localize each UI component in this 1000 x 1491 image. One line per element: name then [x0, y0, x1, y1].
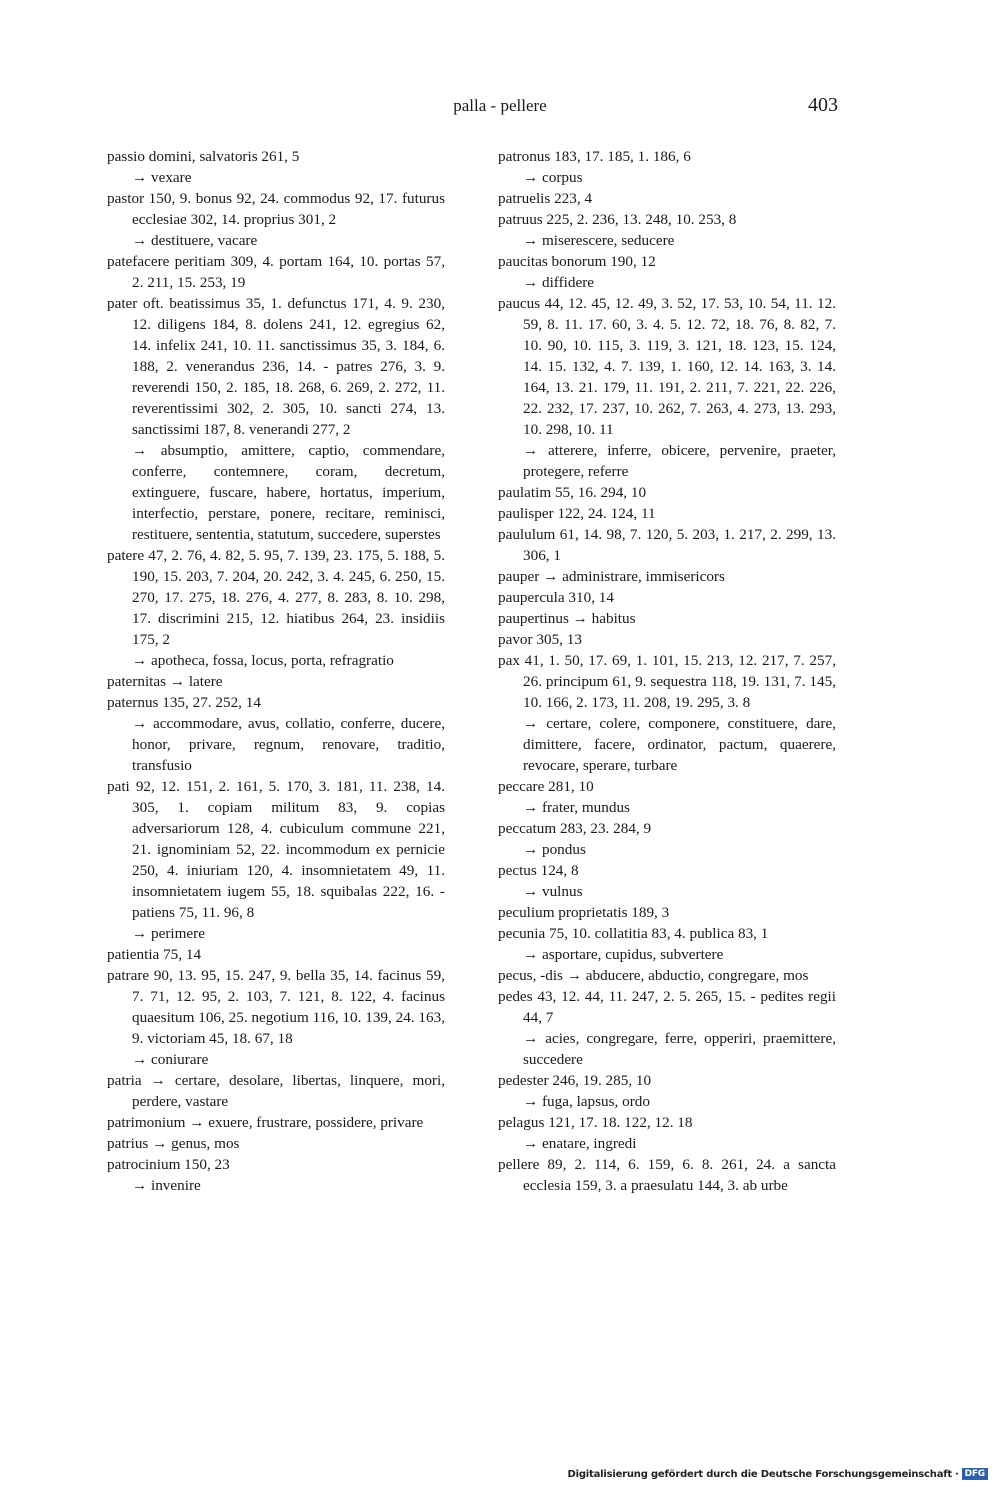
cross-reference: → asportare, cupidus, subvertere: [523, 946, 724, 963]
index-entry: paucitas bonorum 190, 12: [498, 253, 656, 270]
cross-reference: → diffidere: [523, 274, 594, 291]
cross-reference: → destituere, vacare: [132, 232, 258, 249]
index-entry: patria → certare, desolare, libertas, linquere, mori, perdere, vastare: [107, 1072, 445, 1110]
cross-reference: → miserescere, seducere: [523, 232, 675, 249]
index-entry: pater oft. beatissimus 35, 1. defunctus 171, 4. 9. 230, 12. diligens 184, 8. dolens 241, 12. egregius 62, 14. infelix 241, 10. 11. sanctissimus 35, 3. 184, 6. 188, 2. venerandus 236, 14. - patres 276, 3. 9. reverendi 150, 2. 185, 18. 268, 6. 269, 2. 272, 11. reverentissimi 302, 2. 305, 10. sancti 274, 13. sanctissimi 187, 8. venerandi 277, 2: [107, 295, 445, 438]
index-entry: patruus 225, 2. 236, 13. 248, 10. 253, 8: [498, 211, 737, 228]
index-entry: patrocinium 150, 23: [107, 1156, 230, 1173]
cross-reference: → accommodare, avus, collatio, conferre, ducere, honor, privare, regnum, renovare, traditio, transfusio: [132, 715, 445, 774]
funding-credit-text: Digitalisierung gefördert durch die Deutsche Forschungsgemeinschaft: [567, 1468, 952, 1480]
index-column-right: [498, 146, 836, 1196]
cross-reference: → fuga, lapsus, ordo: [523, 1093, 650, 1110]
cross-reference: → certare, colere, componere, constituere, dare, dimittere, facere, ordinator, pactum, quaerere, revocare, sperare, turbare: [523, 715, 836, 774]
cross-reference: → pondus: [523, 841, 586, 858]
funding-credit: Digitalisierung gefördert durch die Deutsche Forschungsgemeinschaft · DFG: [568, 1468, 989, 1480]
index-entry: peculium proprietatis 189, 3: [498, 904, 670, 921]
index-entry: peccare 281, 10: [498, 778, 594, 795]
index-entry: pati 92, 12. 151, 2. 161, 5. 170, 3. 181, 11. 238, 14. 305, 1. copiam militum 83, 9. copias adversariorum 128, 4. cubiculum commune 221, 21. ignominiam 52, 22. incommodum ex pernicie 250, 4. iniuriam 120, 4. insomnietatem 49, 11. insomnietatem iugem 55, 18. squibalas 222, 16. - patiens 75, 11. 96, 8: [107, 778, 445, 921]
running-head: palla - pellere: [453, 96, 547, 115]
dfg-logo: DFG: [962, 1468, 988, 1480]
index-entry: pectus 124, 8: [498, 862, 579, 879]
index-entry: patrimonium → exuere, frustrare, possidere, privare: [107, 1114, 424, 1131]
index-entry: patere 47, 2. 76, 4. 82, 5. 95, 7. 139, 23. 175, 5. 188, 5. 190, 15. 203, 7. 204, 20. 242, 3. 4. 245, 6. 250, 15. 270, 17. 275, 18. 276, 4. 277, 8. 283, 8. 10. 298, 17. discrimini 215, 12. hiatibus 264, 23. insidiis 175, 2: [107, 547, 445, 648]
index-entry: patrare 90, 13. 95, 15. 247, 9. bella 35, 14. facinus 59, 7. 71, 12. 95, 2. 103, 7. 121, 8. 122, 4. facinus quaesitum 106, 25. negotium 116, 10. 139, 24. 163, 9. victoriam 45, 18. 67, 18: [107, 967, 445, 1047]
index-entry: paternitas → latere: [107, 673, 223, 690]
index-entry: pavor 305, 13: [498, 631, 582, 648]
index-entry: patruelis 223, 4: [498, 190, 593, 207]
cross-reference: → frater, mundus: [523, 799, 630, 816]
cross-reference: → acies, congregare, ferre, opperiri, praemittere, succedere: [523, 1030, 836, 1068]
index-entry: paucus 44, 12. 45, 12. 49, 3. 52, 17. 53, 10. 54, 11. 12. 59, 8. 11. 17. 60, 3. 4. 5. 12. 72, 18. 76, 8. 82, 7. 10. 90, 10. 115, 3. 119, 3. 121, 18. 123, 15. 124, 14. 15. 132, 4. 7. 139, 1. 160, 12. 14. 163, 3. 14. 164, 13. 21. 179, 11. 191, 2. 211, 7. 221, 22. 226, 22. 232, 17. 237, 10. 262, 7. 263, 4. 273, 13. 293, 10. 298, 10. 11: [498, 295, 836, 438]
index-entry: pelagus 121, 17. 18. 122, 12. 18: [498, 1114, 693, 1131]
index-entry: patrius → genus, mos: [107, 1135, 240, 1152]
index-entry: passio domini, salvatoris 261, 5: [107, 148, 300, 165]
index-entry: paulatim 55, 16. 294, 10: [498, 484, 647, 501]
index-entry: paupertinus → habitus: [498, 610, 636, 627]
cross-reference: → atterere, inferre, obicere, pervenire, praeter, protegere, referre: [523, 442, 836, 480]
index-entry: pastor 150, 9. bonus 92, 24. commodus 92, 17. futurus ecclesiae 302, 14. proprius 301, 2: [107, 190, 445, 228]
cross-reference: → vexare: [132, 169, 192, 186]
index-entry: patientia 75, 14: [107, 946, 202, 963]
index-entry: patronus 183, 17. 185, 1. 186, 6: [498, 148, 691, 165]
cross-reference: → corpus: [523, 169, 583, 186]
index-entry: peccatum 283, 23. 284, 9: [498, 820, 652, 837]
cross-reference: → coniurare: [132, 1051, 209, 1068]
index-entry: pauper → administrare, immisericors: [498, 568, 725, 585]
cross-reference: → perimere: [132, 925, 205, 942]
index-column-left: [107, 146, 445, 1196]
index-entry: pedester 246, 19. 285, 10: [498, 1072, 652, 1089]
page-number: 403: [808, 94, 838, 116]
index-entry: pax 41, 1. 50, 17. 69, 1. 101, 15. 213, 12. 217, 7. 257, 26. principum 61, 9. sequestra 118, 19. 131, 7. 145, 10. 166, 2. 173, 11. 208, 19. 295, 3. 8: [498, 652, 836, 711]
cross-reference: → enatare, ingredi: [523, 1135, 637, 1152]
index-entry: paulisper 122, 24. 124, 11: [498, 505, 656, 522]
index-entry: pellere 89, 2. 114, 6. 159, 6. 8. 261, 24. a sancta ecclesia 159, 3. a praesulatu 144, 3. ab urbe: [498, 1156, 836, 1194]
cross-reference: → vulnus: [523, 883, 583, 900]
index-entry: paupercula 310, 14: [498, 589, 614, 606]
index-entry: pedes 43, 12. 44, 11. 247, 2. 5. 265, 15. - pedites regii 44, 7: [498, 988, 836, 1026]
index-entry: paululum 61, 14. 98, 7. 120, 5. 203, 1. 217, 2. 299, 13. 306, 1: [498, 526, 836, 564]
cross-reference: → absumptio, amittere, captio, commendare, conferre, contemnere, coram, decretum, extinguere, fuscare, habere, hortatus, imperium, interfectio, perstare, ponere, recitare, reminisci, restituere, sententia, statutum, succedere, superstes: [132, 442, 445, 543]
cross-reference: → invenire: [132, 1177, 201, 1194]
index-entry: pecus, -dis → abducere, abductio, congregare, mos: [498, 967, 809, 984]
index-entry: patefacere peritiam 309, 4. portam 164, 10. portas 57, 2. 211, 15. 253, 19: [107, 253, 445, 291]
cross-reference: → apotheca, fossa, locus, porta, refragratio: [132, 652, 394, 669]
index-entry: paternus 135, 27. 252, 14: [107, 694, 261, 711]
index-entry: pecunia 75, 10. collatitia 83, 4. publica 83, 1: [498, 925, 769, 942]
